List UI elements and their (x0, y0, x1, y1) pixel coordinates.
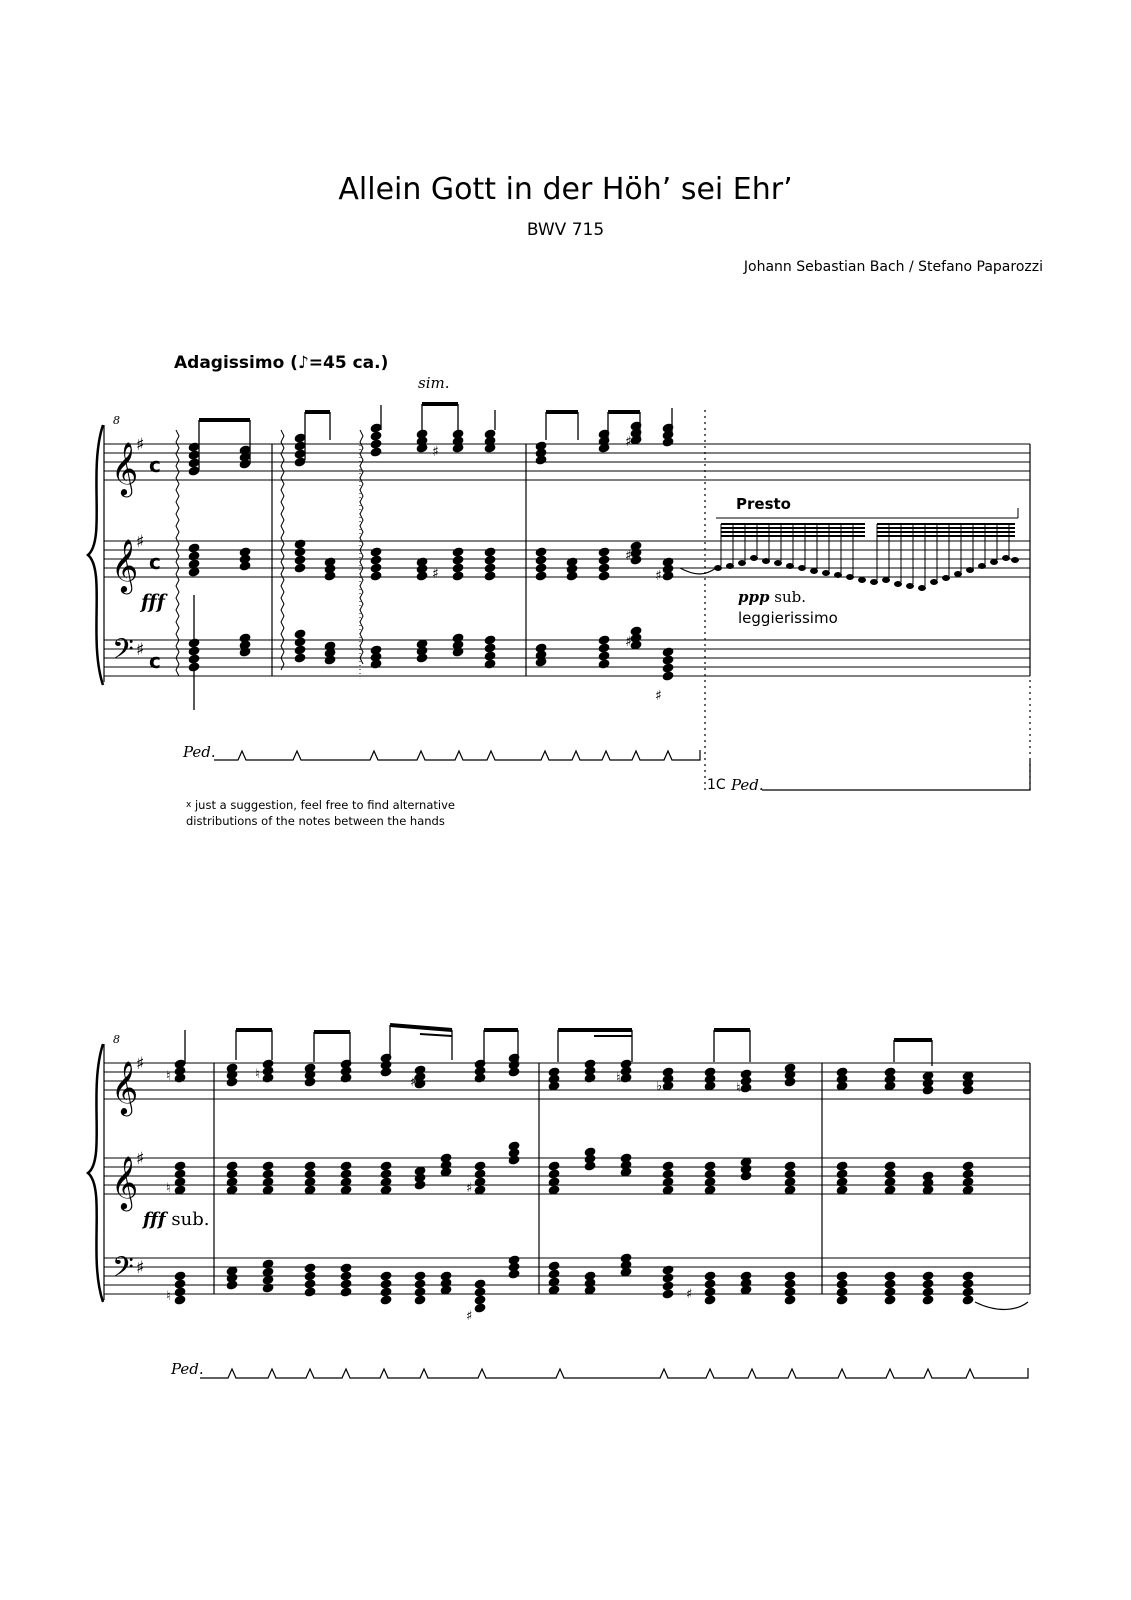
svg-text:♮: ♮ (166, 1289, 171, 1304)
sharp-icon: ♯ (136, 1149, 145, 1169)
svg-text:♭: ♭ (656, 1079, 663, 1094)
svg-text:♯: ♯ (625, 634, 632, 650)
composer-credit: Johann Sebastian Bach / Stefano Paparozzi (743, 259, 1043, 275)
treble-clef-icon: 𝄞 (111, 1060, 139, 1114)
sharp-icon: ♯ (136, 640, 145, 660)
svg-text:♯: ♯ (432, 566, 439, 582)
svg-text:♯: ♯ (655, 688, 662, 704)
octave-mark-1: 8 (113, 414, 120, 427)
svg-text:♯: ♯ (466, 1309, 473, 1324)
system-2 (88, 1025, 1030, 1378)
piece-title: Allein Gott in der Höh’ sei Ehr’ (338, 172, 793, 207)
pedal-label-1: Ped. (183, 743, 216, 761)
treble-clef-icon: 𝄞 (111, 1155, 139, 1209)
catalog-number: BWV 715 (526, 220, 605, 240)
svg-text:♯: ♯ (625, 434, 632, 450)
footnote-mark: x (186, 800, 192, 810)
sim-marking: sim. (418, 374, 450, 392)
pedal-label-2: Ped. (731, 776, 764, 794)
common-time-icon: c (149, 550, 161, 574)
svg-text:♮: ♮ (616, 1071, 621, 1086)
presto-marking: Presto (736, 495, 791, 513)
treble-clef-icon: 𝄞 (111, 441, 139, 495)
bass-clef-icon: 𝄢 (112, 633, 134, 673)
system-1 (88, 404, 1030, 790)
leggierissimo-marking: leggierissimo (738, 609, 838, 627)
svg-text:♮: ♮ (255, 1067, 260, 1082)
svg-text:♮: ♮ (166, 1069, 171, 1084)
sharp-icon: ♯ (136, 1258, 145, 1278)
svg-text:♯: ♯ (466, 1181, 473, 1196)
svg-text:♯: ♯ (686, 1287, 693, 1302)
footnote-line-2: distributions of the notes between the hands (186, 814, 445, 828)
treble-clef-icon: 𝄞 (111, 538, 139, 592)
footnote-line-1: just a suggestion, feel free to find alternative (194, 798, 455, 812)
common-time-icon: c (149, 649, 161, 673)
svg-text:♯: ♯ (655, 568, 662, 584)
una-corda-label: 1C (707, 777, 726, 793)
ppp-dynamic: ppp sub. (738, 588, 806, 606)
sharp-icon: ♯ (136, 532, 145, 552)
tempo-marking: Adagissimo (♪=45 ca.) (174, 353, 389, 373)
common-time-icon: c (149, 453, 161, 477)
fff-sub-dynamic: fff sub. (143, 1209, 210, 1230)
svg-text:♮: ♮ (736, 1081, 741, 1096)
pedal-label-3: Ped. (171, 1360, 204, 1378)
svg-text:♯: ♯ (625, 548, 632, 564)
sharp-icon: ♯ (136, 435, 145, 455)
svg-text:♯: ♯ (410, 1075, 417, 1090)
fff-dynamic: fff (141, 591, 165, 613)
svg-text:♯: ♯ (432, 444, 439, 460)
octave-mark-2: 8 (113, 1033, 120, 1046)
svg-text:♮: ♮ (166, 1181, 171, 1196)
bass-clef-icon: 𝄢 (112, 1251, 134, 1291)
system-brace (88, 425, 103, 685)
sharp-icon: ♯ (136, 1054, 145, 1074)
